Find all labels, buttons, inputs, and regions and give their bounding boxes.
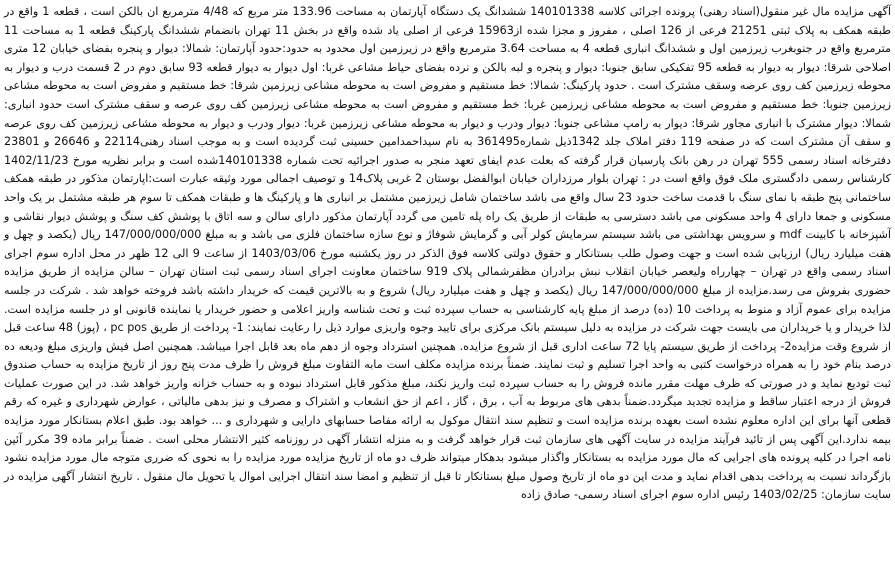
auction-notice-text: آگهی مزایده مال غیر منقول(اسناد رهنی) پرونده اجرائی کلاسه 140101338 ششدانگ یک دستگاه آپارتمان به مساحت 133.96 متر مربع که 4/48 مترمربع ان بالکن است ، قطعه 1 واقع در طبقه همکف به پلاک ثبتی 21251 فرعی از 126 اصلی ، مفروز و مجزا شده از15963 فرعی از اصلی یاد شده واقع در بخش 11 تهران بانضمام ششدانگ پارکینگ قطعه 1 به مساحت 11 مترمربع واقع در جنوبغرب زیرزمین اول و ششدانگ انباری قطعه 4 به مساحت 3.64 مترمربع واقع در زیرزمین اول محدود به حدود:حدود آپارتمان: شمالا: دیوار و پنجره بفضای خیابان 12 متری اصلاحی شرقا: دیوار به دیوار به قطعه 95 تفکیکی سابق جنوبا: دیوار و پنجره و لبه بالکن و نرده بفضای حیاط مشاعی غربا: اول دیوار به دیوار قطعه 93 سابق دوم در 2 قسمت درب و دیوار به محوطه زیرزمین کف روی عرصه وسقف مشترک است . حدود پارکینگ: شمالا: خط مستقیم و مفروض است به محوطه مشاعی زیرزمین شرقا: خط مستقیم و مفروض است به محوطه مشاعی زیرزمین جنوبا: خط مستقیم و مفروض است به محوطه مشاعی زیرزمین غربا: خط مستقیم و مفروض است به محوطه مشاعی زیرزمین کف روی عرصه و سقف مشترک است حدود انباری: شمالا: دیوار مشترک با انباری مجاور شرقا: دیوار به رامپ مشاعی جنوبا: دیوار ودرب و دیوار به محوطه مشاعی زیرزمین غربا: دیوار ودرب و دیوار به محوطه مشاعی زیرزمین کف روی عرصه و سقف آن مشترک است که در صفحه 119 دفتر املاک جلد 1342ذیل شماره361495 به نام سیداحمدامین حسینی ثبت گردیده است و به موجب اسناد رهنی22114 و 26646 و 23801 دفترخانه اسناد رسمی 555 تهران در رهن بانک پارسیان قرار گرفته که بعلت عدم ایفای تعهد منجر به صدور اجرائیه تحت شماره 140101338شده است و برابر نظریه مورخ 1402/11/23 کارشناس رسمی دادگستری ملک فوق واقع است در : تهران بلوار مرزداران خیابان ابوالفضل بوستان 2 غربی پلاک14 و توصیف اجمالی مورد وثیقه عبارت است:اپارتمان مذکور در طبقه همکف ساختمانی پنج طبقه با نمای سنگ با قدمت ساخت حدود 23 سال واقع می باشد ساختمان شامل زیرزمین مشتمل بر انباری ها و پارکینگ ها و طبقات همکف تا سوم هر طبقه مشتمل بر یک واحد مسکونی و جمعا دارای 4 واحد مسکونی می باشد دسترسی به طبقات از طریق یک راه پله تامین می گردد آپارتمان مذکور دارای سالن و سه اتاق با پوشش کف سنگ و پوشش دیوار نقاشی و آشپزخانه با کابینت mdf و سرویس بهداشتی می باشد سیستم سرمایش کولر آبی و گرمایش شوفاژ و نوع سازه ساختمان فلزی می باشد و به مبلغ 147/000/000/000 ریال (یکصد و چهل و هفت میلیارد ریال) ارزیابی شده است و جهت وصول طلب بستانکار و حقوق دولتی کلاسه فوق الذکر در روز یکشنبه مورخ 1403/03/06 از ساعت 9 الی 12 ظهر در محل اداره سوم اجرای اسناد رسمی واقع در تهران – چهارراه ولیعصر خیابان انقلاب نبش برادران مظفرشمالی پلاک 919 ساختمان معاونت اجرای اسناد رسمی ثبت استان تهران – سالن مزایده از طریق مزایده حضوری بفروش می رسد.مزایده از مبلغ 147/000/000/000 ریال (یکصد و چهل و هفت میلیارد ریال) شروع و به بالاترین قیمت که خریدار داشته باشد فروخته خواهد شد . شرکت در جلسه مزایده برای عموم آزاد و منوط به پرداخت 10 (ده) درصد از مبلغ پایه کارشناسی به حساب سپرده ثبت و تحت شناسه واریز اعلامی و حضور خریدار یا نماینده قانونی او در جلسه مزایده است. لذا خریدار و یا خریداران می بایست جهت شرکت در مزایده به دلیل سیستم بانک مرکزی برای تایید وجوه واریزی موارد ذیل را رعایت نمایند: 1- پرداخت از طریق pc pos ، (پوز) 48 ساعت قبل از شروع وقت مزایده2- پرداخت از طریق سیستم پایا 72 ساعت اداری قبل از شروع مزایده. همچنین استرداد وجوه از دهم ماه بعد قابل اجرا میباشد. همچنین اصل فیش واریزی مبلغ ودیعه ده درصد بنام خود را به همراه درخواست کتبی به واحد اجرا تسلیم و ثبت نمایند. ضمناً برنده مزایده مکلف است مابه التفاوت مبلغ فروش را ظرف مدت پنج روز از تاریخ مزایده به حساب صندوق ثبت تودیع نماید و در صورتی که ظرف مهلت مقرر مانده فروش را به حساب سپرده ثبت واریز نکند، مبلغ مذکور قابل استرداد نبوده و به حساب خزانه واریز خواهد شد. در این صورت عملیات فروش از درجه اعتبار ساقط و مزایده تجدید میگردد.ضمناً بدهی های مربوط به آب ، برق ، گاز ، اعم از حق انشعاب و اشتراک و مصرف و نیز بدهی مالیاتی ، عوارض شهرداری و غیره که رقم قطعی آنها برای این اداره معلوم نشده است بعهده برنده مزایده است و تنظیم سند انتقال موکول به ارائه مفاصا حسابهای دارایی و شهرداری و ... خواهد بود. طبق اعلام بستانکار مورد مزایده بیمه ندارد.این آگهی پس از تائید فرآیند مزایده در سایت آگهی های سازمان ثبت قرار خواهد گرفت و به منزله انتشار آگهی در روزنامه کثیر الانتشار محلی است . ضمناً برابر ماده 39 مکرر آئین نامه اجرا در کلیه پرونده های اجرایی که مال مورد مزایده به بستانکار واگذار میشود بدهکار میتواند ظرف دو ماه از تاریخ مزایده مورد مزایده را به نحوی که ضرری متوجه مال مورد مزایده نشود بازگرداند نسبت به پرداخت بدهی اقدام نماید و مدت این دو ماه از تاریخ وصول مبلغ بستانکار تا قبل از تنظیم و امضا سند انتقال اجرایی اموال یا تحویل مال منقول . تاریخ انتشار آگهی مزایده در سایت سازمان: 1403/02/25 رئیس اداره سوم اجرای اسناد رسمی- صادق زاده (4, 5, 892, 502)
